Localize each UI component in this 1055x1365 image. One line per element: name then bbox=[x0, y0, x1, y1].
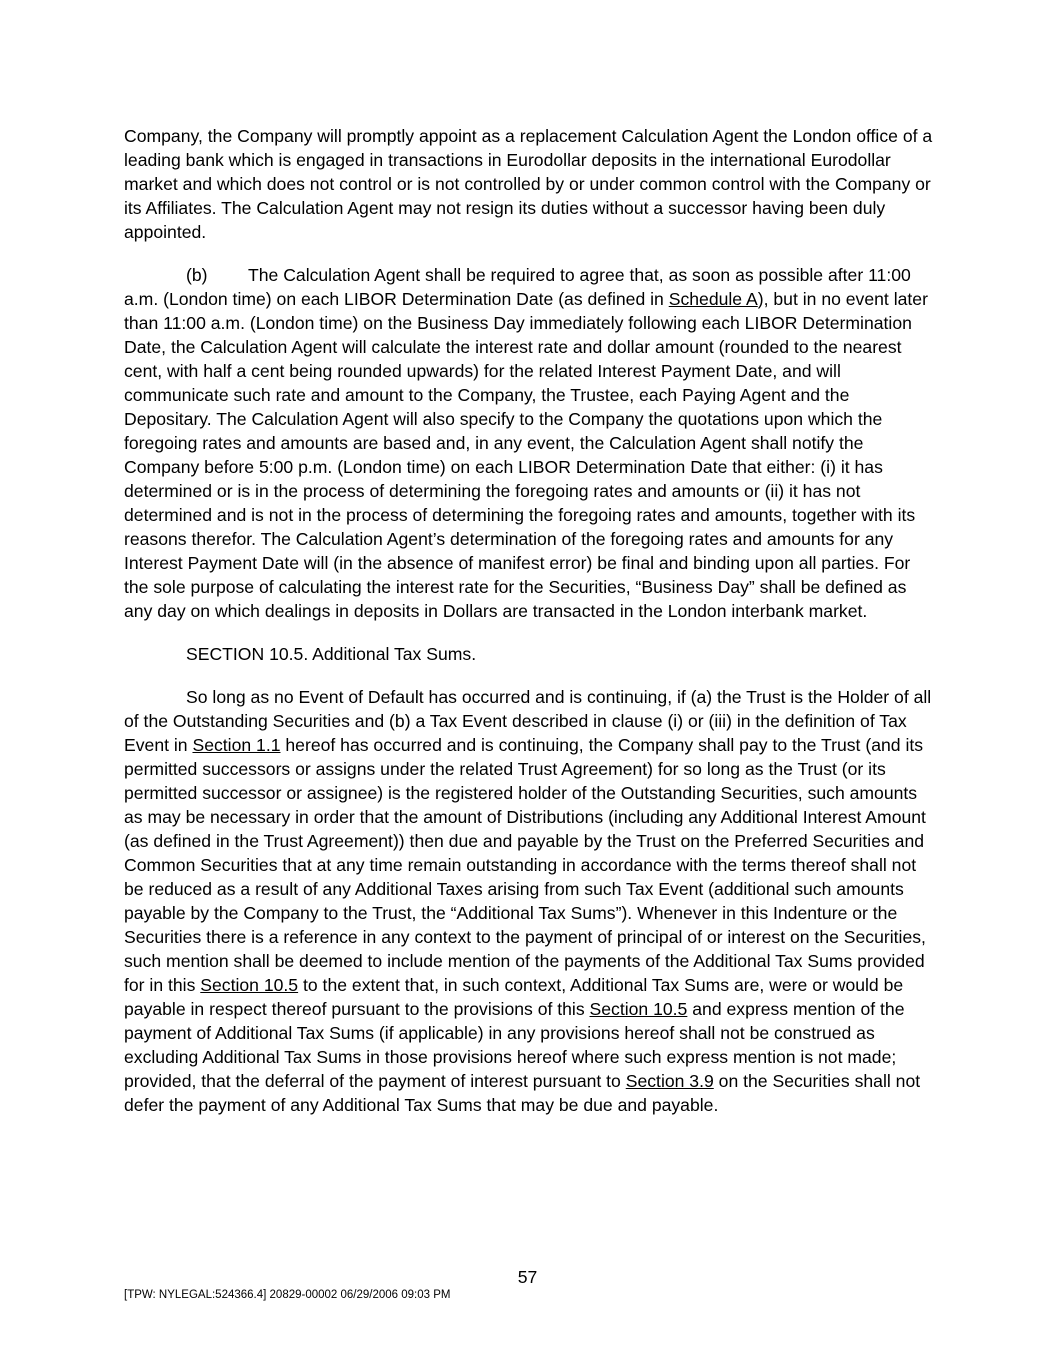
paragraph-additional-tax-sums bbox=[124, 685, 936, 1117]
tax-sums-text-3: to the extent that, in such context, Additional Tax Sums are, were or would be payable in respect thereof pursuant to the provisions of this bbox=[124, 975, 904, 1019]
paragraph-b bbox=[124, 263, 936, 623]
schedule-a-reference: Schedule A bbox=[668, 289, 758, 309]
section-10-5-reference: Section 10.5 bbox=[200, 975, 299, 995]
section-heading: SECTION 10.5. Additional Tax Sums. bbox=[186, 644, 477, 664]
section-1-1-reference: Section 1.1 bbox=[192, 735, 281, 755]
tax-sums-text-1: So long as no Event of Default has occurred and is continuing, if (a) the Trust is the Holder of all of the Outstanding Securities and (b) a Tax Event described in clause (i) or (iii) in the definition of Tax Event in bbox=[124, 687, 932, 755]
paragraph-b-label: (b) bbox=[186, 265, 208, 285]
section-10-5-reference-2: Section 10.5 bbox=[589, 999, 688, 1019]
tax-sums-text-5: on the Securities shall not defer the payment of any Additional Tax Sums that may be due and payable. bbox=[124, 1071, 921, 1115]
section-3-9-reference: Section 3.9 bbox=[625, 1071, 714, 1091]
tax-sums-text-2: hereof has occurred and is continuing, the Company shall pay to the Trust (and its permitted successors or assigns under the related Trust Agreement) for so long as the Trust (or its permitted successor or assignee) is the registered holder of the Outstanding Securities, such amounts as may be necessary in order that the amount of Distributions (including any Additional Interest Amount (as defined in the Trust Agreement)) then due and payable by the Trust on the Preferred Securities and Common Securities that at any time remain outstanding in accordance with the terms thereof shall not be reduced as a result of any Additional Taxes arising from such Tax Event (additional such amounts payable by the Company to the Trust, the “Additional Tax Sums”). Whenever in this Indenture or the Securities there is a reference in any context to the payment of principal of or interest on the Securities, such mention shall be deemed to include mention of the payments of the Additional Tax Sums provided for in this bbox=[124, 735, 926, 995]
document-page bbox=[124, 124, 936, 1136]
paragraph-continuation: Company, the Company will promptly appoint as a replacement Calculation Agent the London office of a leading bank which is engaged in transactions in Eurodollar deposits in the international Eurodollar market and which does not control or is not controlled by or under common control with the Company or its Affiliates. The Calculation Agent may not resign its duties without a successor having been duly appointed. bbox=[124, 126, 933, 242]
paragraph-b-text-2: ), but in no event later than 11:00 a.m. (London time) on the Business Day immediately following each LIBOR Determination Date, the Calculation Agent will calculate the interest rate and dollar amount (rounded to the nearest cent, with half a cent being rounded upwards) for the related Interest Payment Date, and will communicate such rate and amount to the Company, the Trustee, each Paying Agent and the Depositary. The Calculation Agent will also specify to the Company the quotations upon which the foregoing rates and amounts are based and, in any event, the Calculation Agent shall notify the Company before 5:00 p.m. (London time) on each LIBOR Determination Date that either: (i) it has determined or is in the process of determining the foregoing rates and amounts or (ii) it has not determined and is not in the process of determining the foregoing rates and amounts, together with its reasons therefor. The Calculation Agent’s determination of the foregoing rates and amounts for any Interest Payment Date will (in the absence of manifest error) be final and binding upon all parties. For the sole purpose of calculating the interest rate for the Securities, “Business Day” shall be defined as any day on which dealings in deposits in Dollars are transacted in the London interbank market. bbox=[124, 289, 928, 621]
tax-sums-text-4: and express mention of the payment of Additional Tax Sums (if applicable) in any provisions hereof shall not be construed as excluding Additional Tax Sums in those provisions hereof where such express mention is not made; provided, that the deferral of the payment of interest pursuant to bbox=[124, 999, 905, 1091]
page-number: 57 bbox=[517, 1267, 538, 1287]
paragraph-b-text-1: The Calculation Agent shall be required to agree that, as soon as possible after 11:00 a.m. (London time) on each LIBOR Determination Date (as defined in bbox=[124, 265, 911, 309]
document-footer: [TPW: NYLEGAL:524366.4] 20829-00002 06/29/2006 09:03 PM bbox=[124, 1289, 451, 1301]
